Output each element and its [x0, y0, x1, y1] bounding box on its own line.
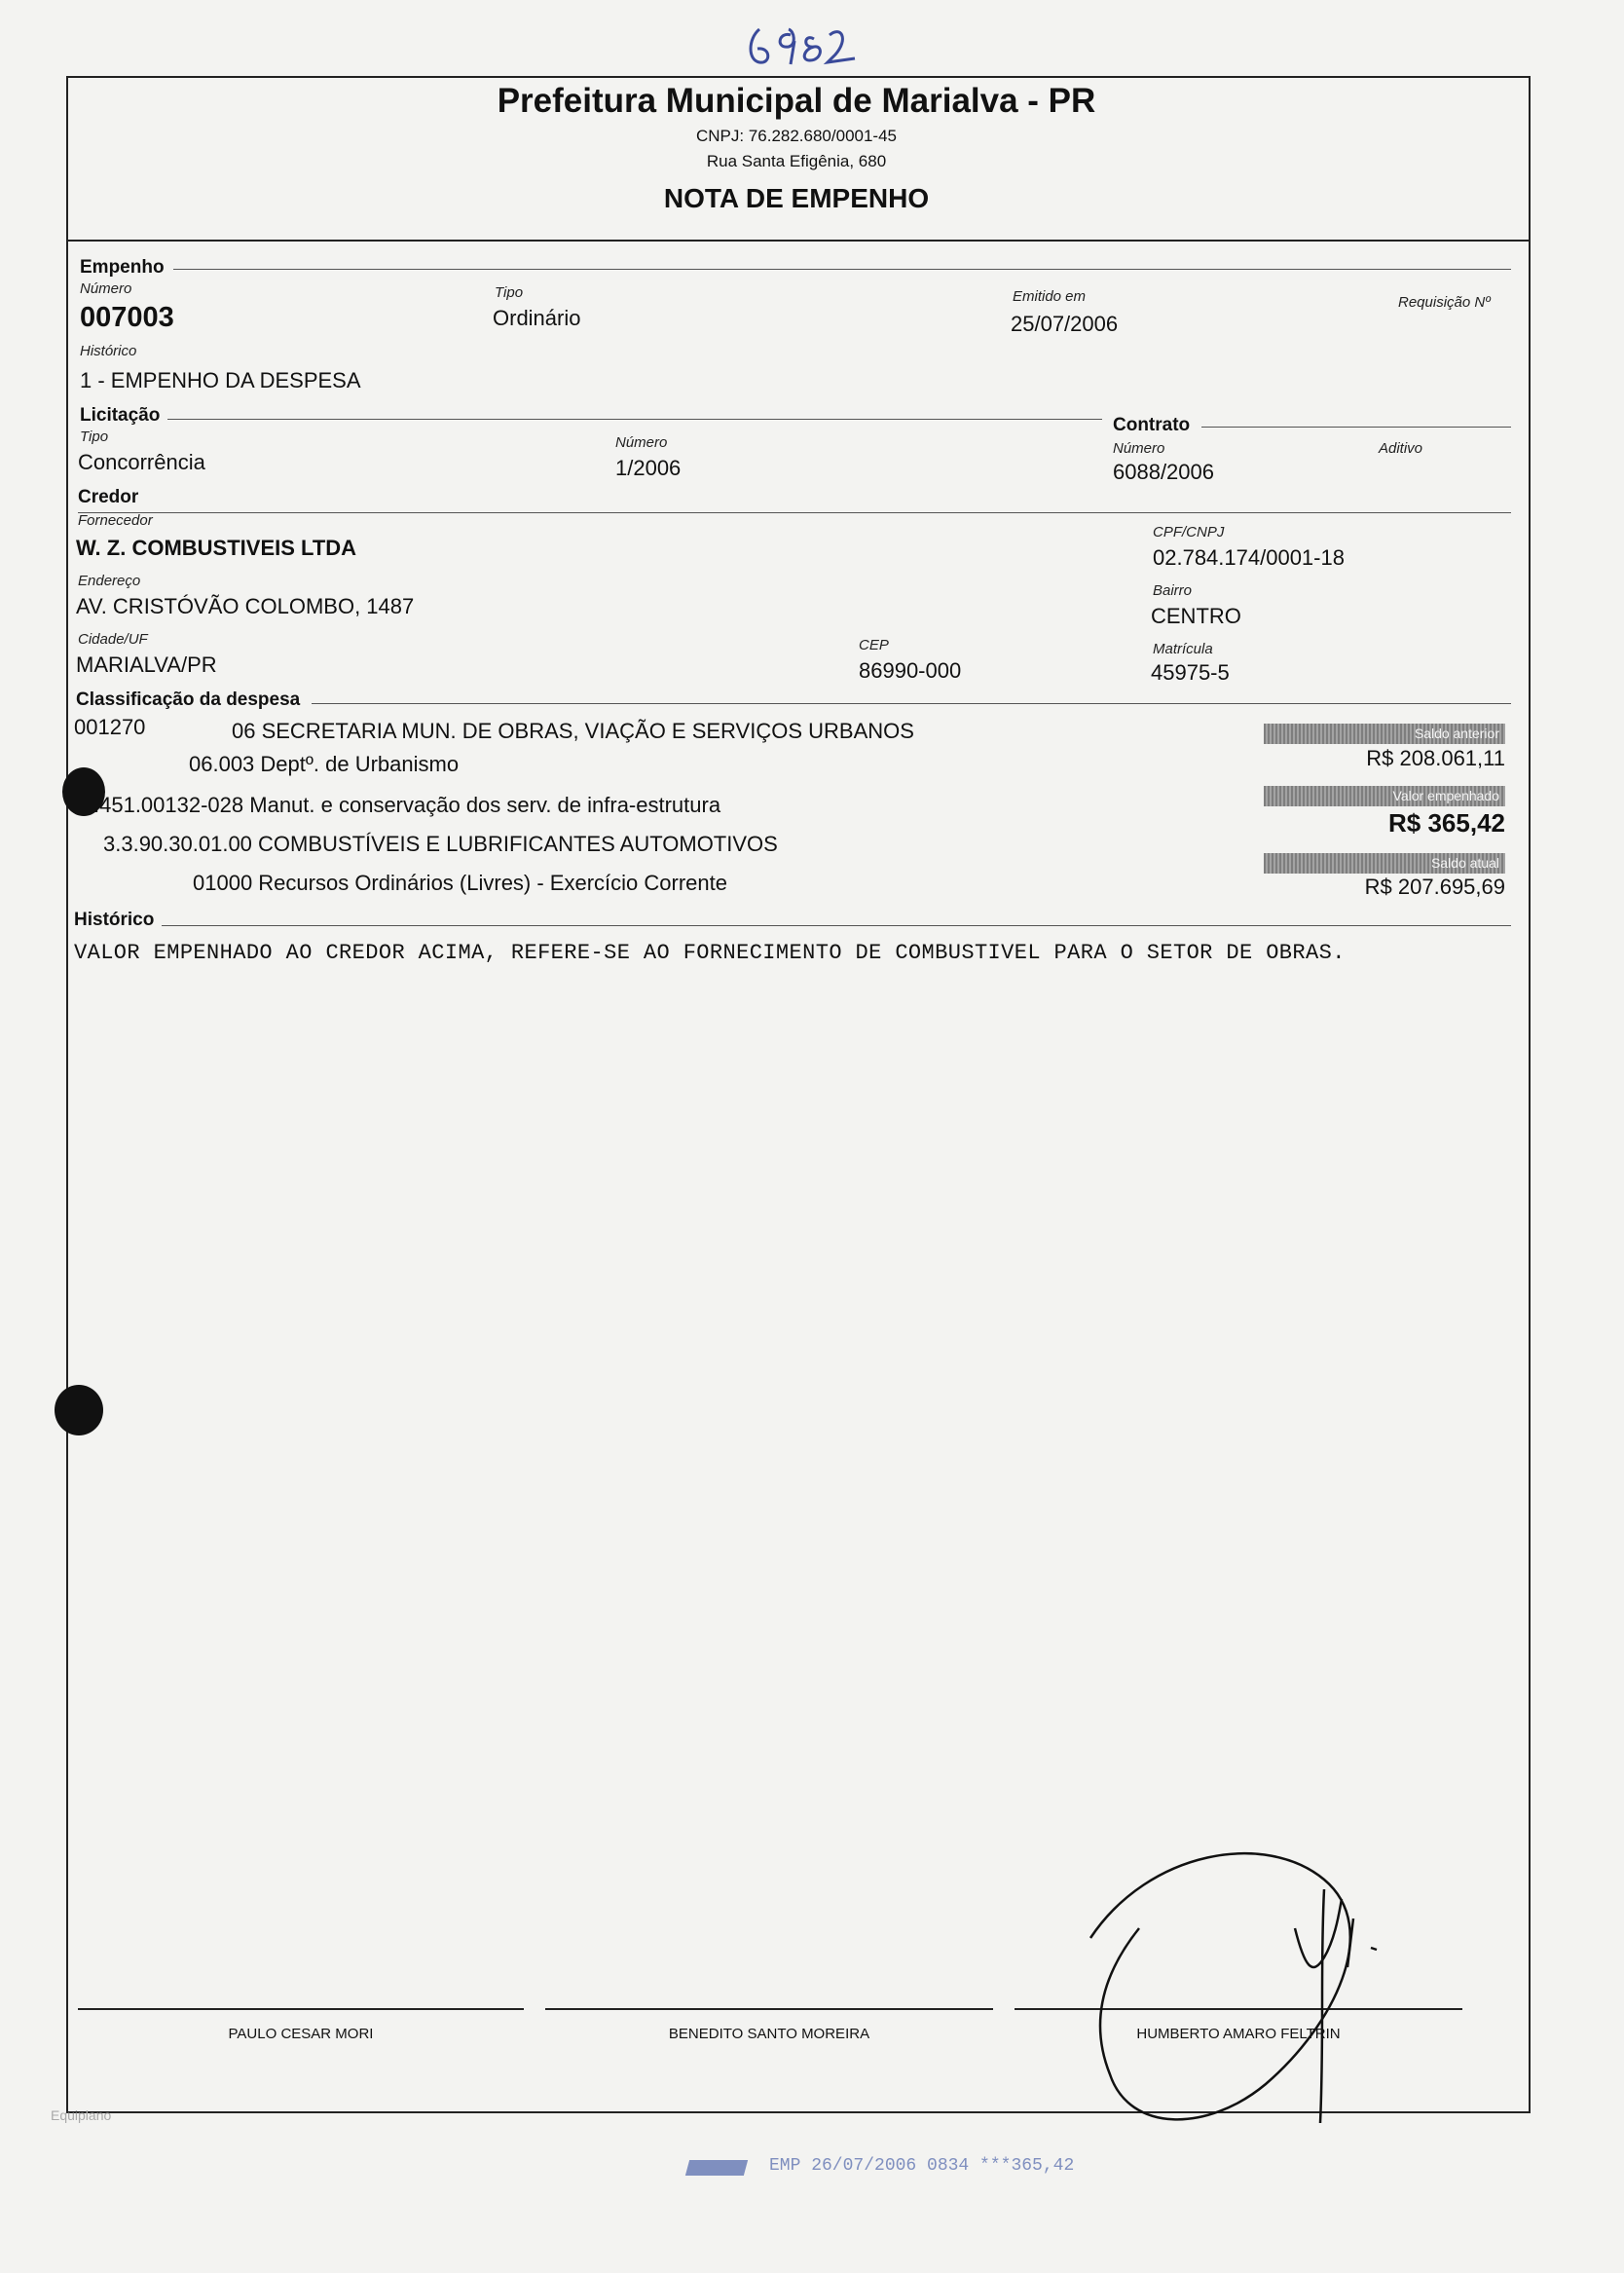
empenho-historico-label: Histórico — [80, 343, 137, 359]
fornecedor-label: Fornecedor — [78, 512, 153, 529]
valor-empenhado: R$ 365,42 — [1388, 808, 1505, 838]
emitido-date: 25/07/2006 — [1011, 312, 1119, 336]
cidade-label: Cidade/UF — [78, 631, 148, 648]
valor-empenhado-label: Valor empenhado — [1264, 786, 1505, 806]
empenho-historico: 1 - EMPENHO DA DESPESA — [80, 368, 361, 392]
punch-hole-mark-2 — [55, 1385, 103, 1435]
bairro-label: Bairro — [1153, 582, 1193, 599]
classificacao-line1: 06 SECRETARIA MUN. DE OBRAS, VIAÇÃO E SERVIÇOS URBANOS — [232, 719, 914, 743]
empenho-numero: 007003 — [80, 302, 174, 333]
signature-name-3: HUMBERTO AMARO FELTRIN — [1136, 2026, 1341, 2042]
endereco-label: Endereço — [78, 573, 141, 589]
document-title: NOTA DE EMPENHO — [663, 183, 930, 213]
footer-stamp: EMP 26/07/2006 0834 ***365,42 — [769, 2156, 1075, 2176]
fornecedor: W. Z. COMBUSTIVEIS LTDA — [76, 536, 357, 560]
header-cnpj: CNPJ: 76.282.680/0001-45 — [695, 127, 898, 145]
matricula: 45975-5 — [1151, 660, 1230, 685]
footer-software: Equiplano — [51, 2107, 112, 2123]
handwritten-signature — [1032, 1811, 1480, 2143]
contrato-numero: 6088/2006 — [1113, 460, 1214, 484]
cep-label: CEP — [859, 637, 889, 653]
section-credor: Credor — [78, 487, 139, 507]
licitacao-numero: 1/2006 — [615, 456, 682, 480]
header — [66, 78, 1527, 214]
saldo-atual-label: Saldo atual — [1264, 853, 1505, 874]
licitacao-tipo: Concorrência — [78, 450, 205, 474]
requisicao-label: Requisição Nº — [1398, 294, 1491, 311]
historico-text: VALOR EMPENHADO AO CREDOR ACIMA, REFERE-SE AO FORNECIMENTO DE COMBUSTIVEL PARA O SETOR DE OBRAS. — [74, 941, 1346, 965]
header-address: Rua Santa Efigênia, 680 — [706, 152, 887, 170]
section-licitacao: Licitação — [80, 405, 161, 426]
cep: 86990-000 — [859, 658, 962, 683]
section-historico: Histórico — [74, 910, 155, 930]
cidade: MARIALVA/PR — [76, 652, 217, 677]
section-contrato: Contrato — [1113, 415, 1191, 435]
bairro: CENTRO — [1151, 604, 1241, 628]
endereco: AV. CRISTÓVÃO COLOMBO, 1487 — [76, 594, 415, 618]
classificacao-line5: 01000 Recursos Ordinários (Livres) - Exercício Corrente — [193, 871, 727, 895]
handwritten-page-number — [740, 21, 867, 75]
licitacao-numero-label: Número — [615, 434, 668, 451]
licitacao-tipo-label: Tipo — [80, 429, 109, 445]
emitido-label: Emitido em — [1013, 288, 1087, 305]
cpf-label: CPF/CNPJ — [1153, 524, 1225, 540]
signature-name-2: BENEDITO SANTO MOREIRA — [668, 2026, 870, 2042]
classificacao-line4: 3.3.90.30.01.00 COMBUSTÍVEIS E LUBRIFICANTES AUTOMOTIVOS — [103, 832, 778, 856]
empenho-tipo: Ordinário — [493, 306, 581, 330]
saldo-atual: R$ 207.695,69 — [1364, 875, 1505, 899]
footer-stamp-logo — [685, 2160, 748, 2176]
signature-name-1: PAULO CESAR MORI — [228, 2026, 374, 2042]
contrato-aditivo-label: Aditivo — [1379, 440, 1423, 457]
empenho-numero-label: Número — [80, 280, 132, 297]
classificacao-line3: .451.00132-028 Manut. e conservação dos serv. de infra-estrutura — [93, 793, 721, 817]
classificacao-line2: 06.003 Deptº. de Urbanismo — [189, 752, 460, 776]
section-empenho: Empenho — [80, 257, 165, 278]
empenho-tipo-label: Tipo — [495, 284, 524, 301]
saldo-anterior: R$ 208.061,11 — [1366, 746, 1505, 770]
classificacao-code: 001270 — [74, 715, 146, 739]
saldo-anterior-label: Saldo anterior — [1264, 724, 1505, 744]
section-classificacao: Classificação da despesa — [76, 689, 301, 710]
page-title: Prefeitura Municipal de Marialva - PR — [497, 82, 1096, 120]
cpf: 02.784.174/0001-18 — [1153, 545, 1345, 570]
matricula-label: Matrícula — [1153, 641, 1213, 657]
contrato-numero-label: Número — [1113, 440, 1165, 457]
